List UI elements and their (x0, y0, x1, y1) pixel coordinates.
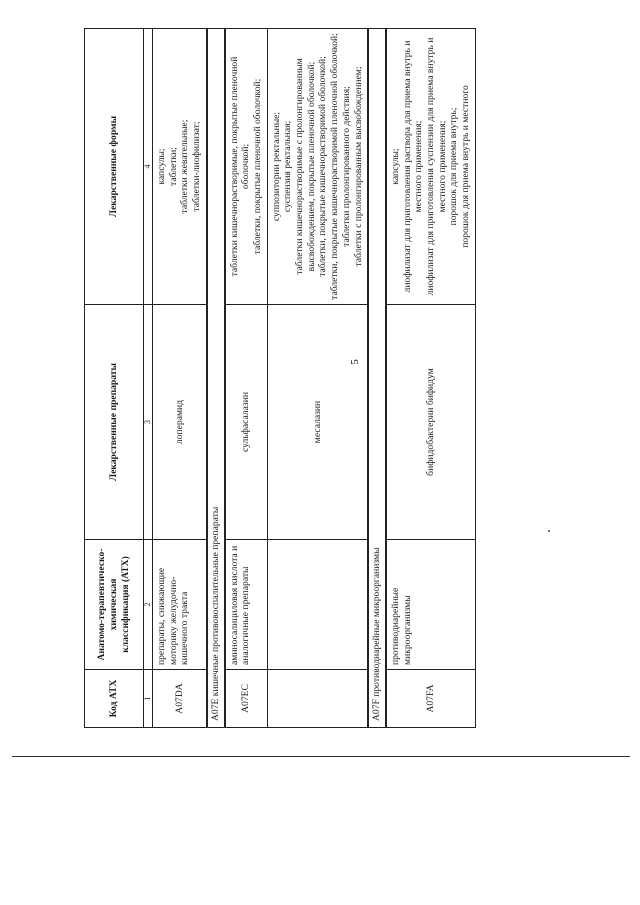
section-title-a07e: A07E кишечные противовоспалительные препараты (207, 29, 225, 728)
drug-table (84, 28, 476, 728)
atc-code (267, 670, 368, 728)
atc-classification: аминосалициловая кислота и аналогичные препараты (225, 540, 268, 670)
table-header-row (85, 29, 144, 728)
dosage-form-item: таблетки, покрытые кишечнорастворимой оболочкой; (317, 56, 329, 277)
table-row (386, 29, 475, 728)
column-number: 1 (144, 670, 153, 728)
dosage-form-item: таблетки-лиофилизат; (191, 121, 203, 212)
dosage-form-item: таблетки, покрытые кишечнорастворимой пленочной оболочкой; таблетки пролонгированного действия; (329, 33, 352, 300)
drug-name: лоперамид (153, 305, 207, 540)
dosage-form-item: капсулы; (389, 148, 401, 185)
atc-code: A07EC (225, 670, 268, 728)
dosage-form-item: порошок для приема внутрь и местного (460, 85, 472, 248)
atc-code: A07DA (153, 670, 207, 728)
drug-name: сульфасалазин (225, 305, 268, 540)
atc-code: A07FA (386, 670, 475, 728)
section-row (368, 29, 386, 728)
dosage-form-item: суппозитории ректальные; (270, 111, 282, 222)
page-divider-line (12, 756, 630, 757)
dosage-form-item: таблетки кишечнорастворимые с пролонгированным высвобождением, покрытые пленочной оболочкой; (294, 58, 317, 275)
dosage-form-item: лиофилизат для приготовления суспензии для приема внутрь и местного применения; (425, 37, 448, 296)
header-code: Код АТХ (85, 670, 144, 728)
header-classification: Анатомо-терапевтическо-химическая классификация (АТХ) (85, 540, 144, 670)
dosage-form-item: таблетки жевательные; (179, 119, 191, 214)
dosage-form-item: суспензия ректальная; (282, 120, 294, 213)
section-row (207, 29, 225, 728)
scan-speck (548, 530, 550, 532)
table-row (153, 29, 207, 728)
dosage-form-item: порошок для приема внутрь; (448, 107, 460, 226)
dosage-forms (386, 29, 475, 305)
table-row (225, 29, 268, 728)
atc-classification: препараты, снижающие моторику желудочно-кишечного тракта (153, 540, 207, 670)
atc-classification (267, 540, 368, 670)
rotated-content (84, 28, 574, 728)
dosage-form-item: таблетки с пролонгированным высвобождением; (352, 66, 364, 267)
drug-name: месалазин (267, 305, 368, 540)
dosage-form-item: таблетки; (167, 147, 179, 186)
dosage-forms (225, 29, 268, 305)
page-number: 5 (348, 359, 361, 365)
drug-name: бифидобактерии бифидум (386, 305, 475, 540)
header-forms: Лекарственные формы (85, 29, 144, 305)
dosage-form-item: таблетки, покрытые пленочной оболочкой; (251, 78, 263, 255)
rotated-page-area (84, 28, 574, 728)
dosage-form-item: лиофилизат для приготовления раствора для приема внутрь и местного применения; (401, 40, 425, 293)
column-number: 3 (144, 305, 153, 540)
section-title-a07f: A07F противодиарейные микроорганизмы (368, 29, 386, 728)
dosage-form-item: капсулы; (156, 148, 167, 185)
header-drugs: Лекарственные препараты (85, 305, 144, 540)
column-number: 2 (144, 540, 153, 670)
atc-classification: противодиарейные микроорганизмы (386, 540, 475, 670)
dosage-form-item: таблетки кишечнорастворимые, покрытые пленочной оболочкой; (228, 56, 252, 277)
table-row (267, 29, 368, 728)
column-number-row (144, 29, 153, 728)
dosage-forms (267, 29, 368, 305)
column-number: 4 (144, 29, 153, 305)
dosage-forms (153, 29, 207, 305)
